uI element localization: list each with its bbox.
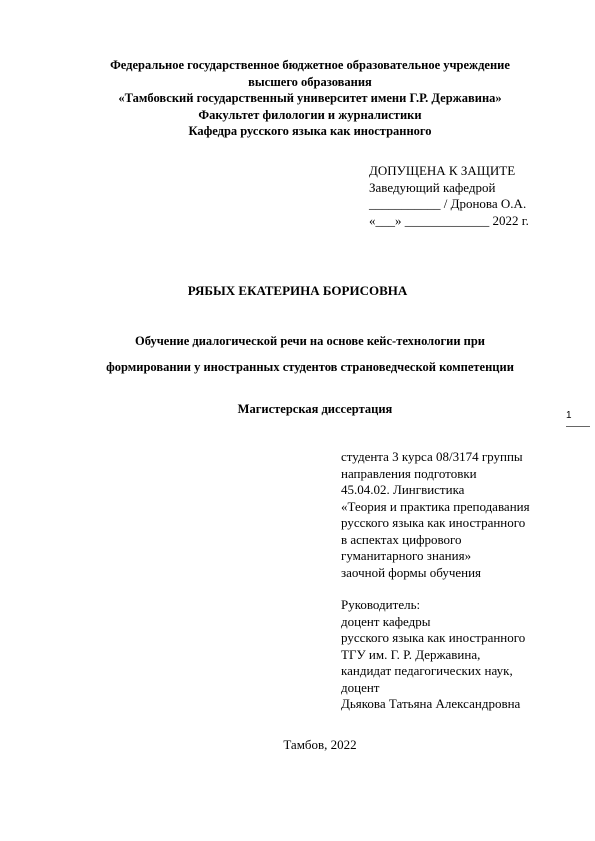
- supervisor-line: кандидат педагогических наук,: [341, 663, 513, 678]
- approval-line: «___» _____________ 2022 г.: [369, 212, 529, 228]
- header-line: Кафедра русского языка как иностранного: [188, 124, 432, 138]
- approval-line: ДОПУЩЕНА К ЗАЩИТЕ: [369, 163, 516, 178]
- page-number: 1: [566, 410, 590, 427]
- approval-line: ___________ / Дронова О.А.: [369, 196, 527, 211]
- supervisor-line: доцент: [341, 679, 380, 695]
- header-line: «Тамбовский государственный университет имени Г.Р. Державина»: [118, 91, 502, 105]
- student-line: русского языка как иностранного: [341, 515, 526, 530]
- header-line: Федеральное государственное бюджетное образовательное учреждение: [110, 58, 510, 72]
- supervisor-info: [341, 597, 525, 713]
- supervisor-line: ТГУ им. Г. Р. Державина,: [341, 646, 481, 662]
- student-line: 45.04.02. Лингвистика: [341, 482, 465, 497]
- approval-line: Заведующий кафедрой: [369, 179, 496, 195]
- student-line: «Теория и практика преподавания: [341, 498, 530, 514]
- institution-header: [60, 57, 560, 140]
- city-year: Тамбов, 2022: [283, 737, 357, 752]
- approval-block: [369, 163, 529, 229]
- supervisor-line: доцент кафедры: [341, 613, 431, 629]
- supervisor-line: Руководитель:: [341, 597, 421, 612]
- student-info: [341, 449, 530, 581]
- student-line: гуманитарного знания»: [341, 548, 472, 563]
- header-line: высшего образования: [248, 74, 372, 89]
- header-line: Факультет филологии и журналистики: [198, 107, 422, 122]
- topic-line: формировании у иностранных студентов страноведческой компетенции: [106, 360, 514, 374]
- supervisor-line: Дьякова Татьяна Александровна: [341, 696, 521, 711]
- supervisor-line: русского языка как иностранного: [341, 630, 526, 645]
- work-type: Магистерская диссертация: [237, 402, 393, 416]
- student-line: студента 3 курса 08/3174 группы: [341, 449, 523, 464]
- student-line: направления подготовки: [341, 465, 477, 481]
- author-name: РЯБЫХ ЕКАТЕРИНА БОРИСОВНА: [187, 283, 408, 298]
- thesis-topic: [40, 328, 580, 380]
- student-line: в аспектах цифрового: [341, 531, 462, 547]
- topic-line: Обучение диалогической речи на основе кейс-технологии при: [134, 334, 486, 348]
- student-line: заочной формы обучения: [341, 564, 482, 580]
